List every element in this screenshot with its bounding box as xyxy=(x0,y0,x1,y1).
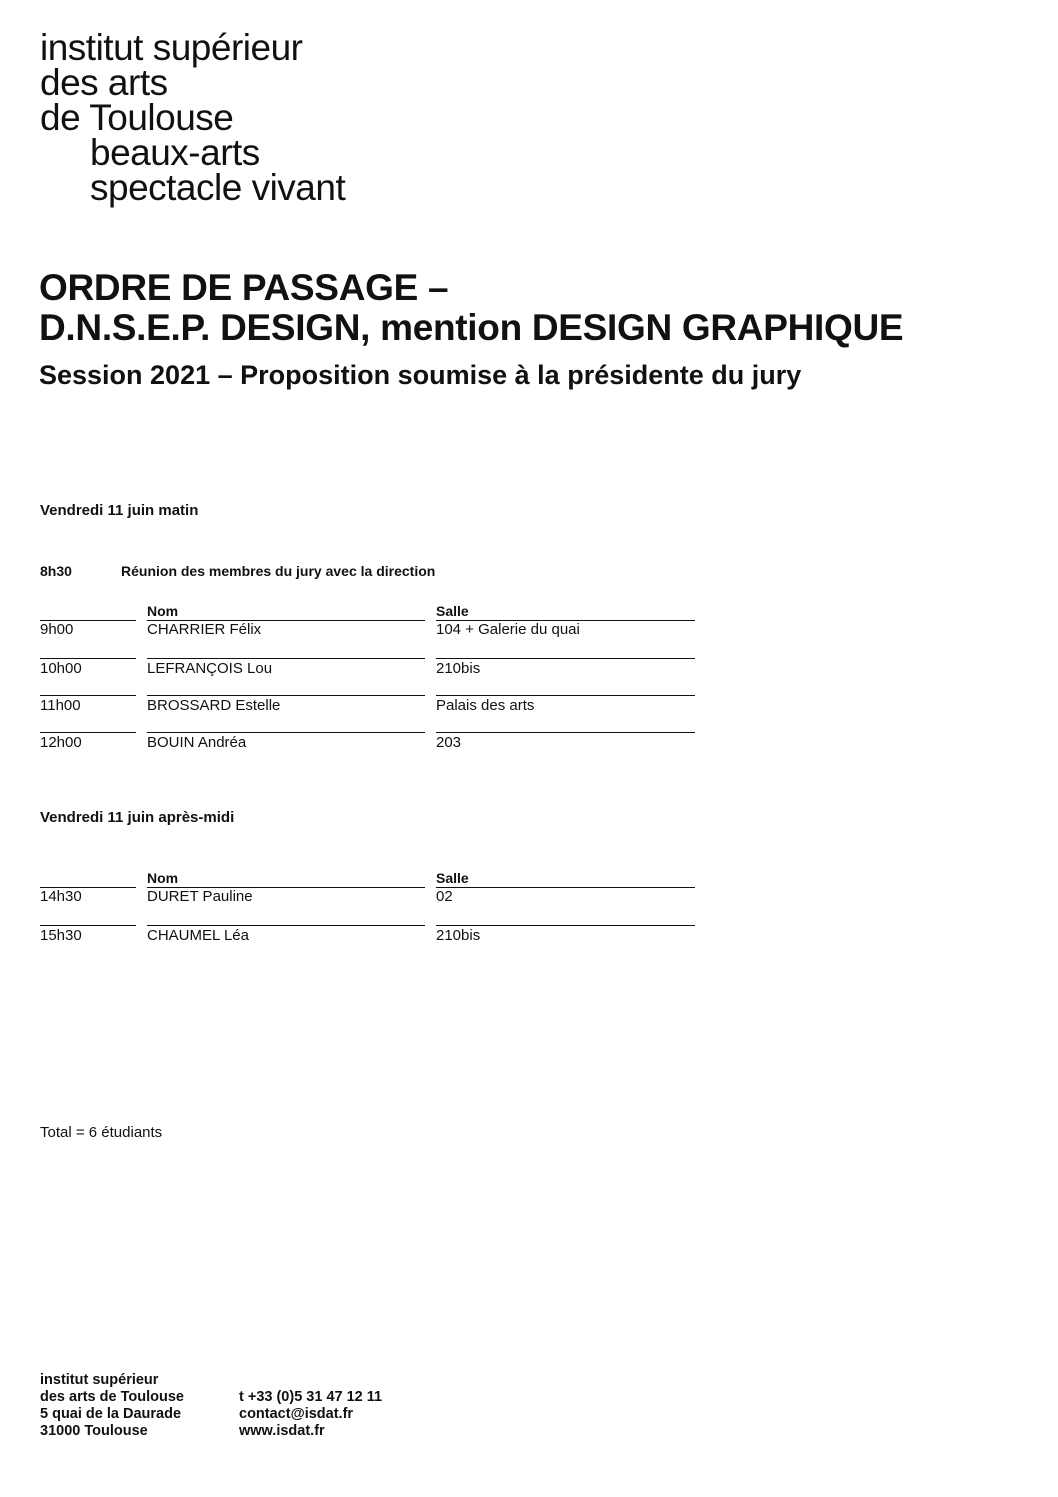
row-room: Palais des arts xyxy=(436,695,695,714)
table-row xyxy=(40,621,695,658)
row-name: BROSSARD Estelle xyxy=(147,695,425,714)
row-room: 104 + Galerie du quai xyxy=(436,621,580,638)
title-line-2: D.N.S.E.P. DESIGN, mention DESIGN GRAPHIQUE xyxy=(39,307,904,348)
footer-address xyxy=(40,1372,184,1440)
table-row xyxy=(40,695,695,732)
logo-line: de Toulouse xyxy=(40,97,234,138)
row-room: 210bis xyxy=(436,658,695,677)
jury-meeting-row xyxy=(40,563,435,579)
total-students: Total = 6 étudiants xyxy=(40,1124,163,1141)
table-row xyxy=(40,732,695,769)
row-name: CHARRIER Félix xyxy=(147,621,262,638)
email-link[interactable]: contact@isdat.fr xyxy=(239,1406,354,1422)
morning-schedule-table xyxy=(40,603,695,769)
table-row xyxy=(40,658,695,695)
phone-number: t +33 (0)5 31 47 12 11 xyxy=(239,1389,383,1405)
meeting-time: 8h30 xyxy=(40,563,72,579)
institution-logo xyxy=(40,27,346,208)
afternoon-heading: Vendredi 11 juin après-midi xyxy=(40,809,235,826)
row-name: CHAUMEL Léa xyxy=(147,925,425,944)
column-header-name: Nom xyxy=(147,603,425,621)
address-line: 5 quai de la Daurade xyxy=(40,1406,182,1422)
address-line: des arts de Toulouse xyxy=(40,1389,184,1405)
row-time: 10h00 xyxy=(40,658,136,677)
row-time: 12h00 xyxy=(40,732,136,751)
logo-line: beaux-arts xyxy=(90,132,260,173)
page-subtitle: Session 2021 – Proposition soumise à la présidente du jury xyxy=(39,360,802,390)
footer-contact xyxy=(239,1389,382,1440)
column-header-room: Salle xyxy=(436,870,695,888)
row-time: 9h00 xyxy=(40,621,74,638)
logo-line: institut supérieur xyxy=(40,27,303,68)
column-header-name: Nom xyxy=(147,870,425,888)
row-name: LEFRANÇOIS Lou xyxy=(147,658,425,677)
row-name: BOUIN Andréa xyxy=(147,732,425,751)
row-time: 14h30 xyxy=(40,888,82,905)
row-time: 11h00 xyxy=(40,695,136,714)
address-line: institut supérieur xyxy=(40,1372,159,1388)
website-link[interactable]: www.isdat.fr xyxy=(239,1423,325,1439)
row-name: DURET Pauline xyxy=(147,888,253,905)
logo-line: des arts xyxy=(40,62,168,103)
table-row xyxy=(40,888,695,925)
page-title xyxy=(39,268,903,348)
title-line-1: ORDRE DE PASSAGE – xyxy=(39,267,449,308)
afternoon-schedule-table xyxy=(40,870,695,962)
table-row xyxy=(40,925,695,962)
logo-line: spectacle vivant xyxy=(90,167,346,208)
row-room: 210bis xyxy=(436,925,695,944)
address-line: 31000 Toulouse xyxy=(40,1423,148,1439)
row-room: 203 xyxy=(436,732,695,751)
morning-heading: Vendredi 11 juin matin xyxy=(40,502,199,519)
row-room: 02 xyxy=(436,888,453,905)
column-header-room: Salle xyxy=(436,603,695,621)
meeting-label: Réunion des membres du jury avec la direction xyxy=(121,563,436,579)
row-time: 15h30 xyxy=(40,925,136,944)
